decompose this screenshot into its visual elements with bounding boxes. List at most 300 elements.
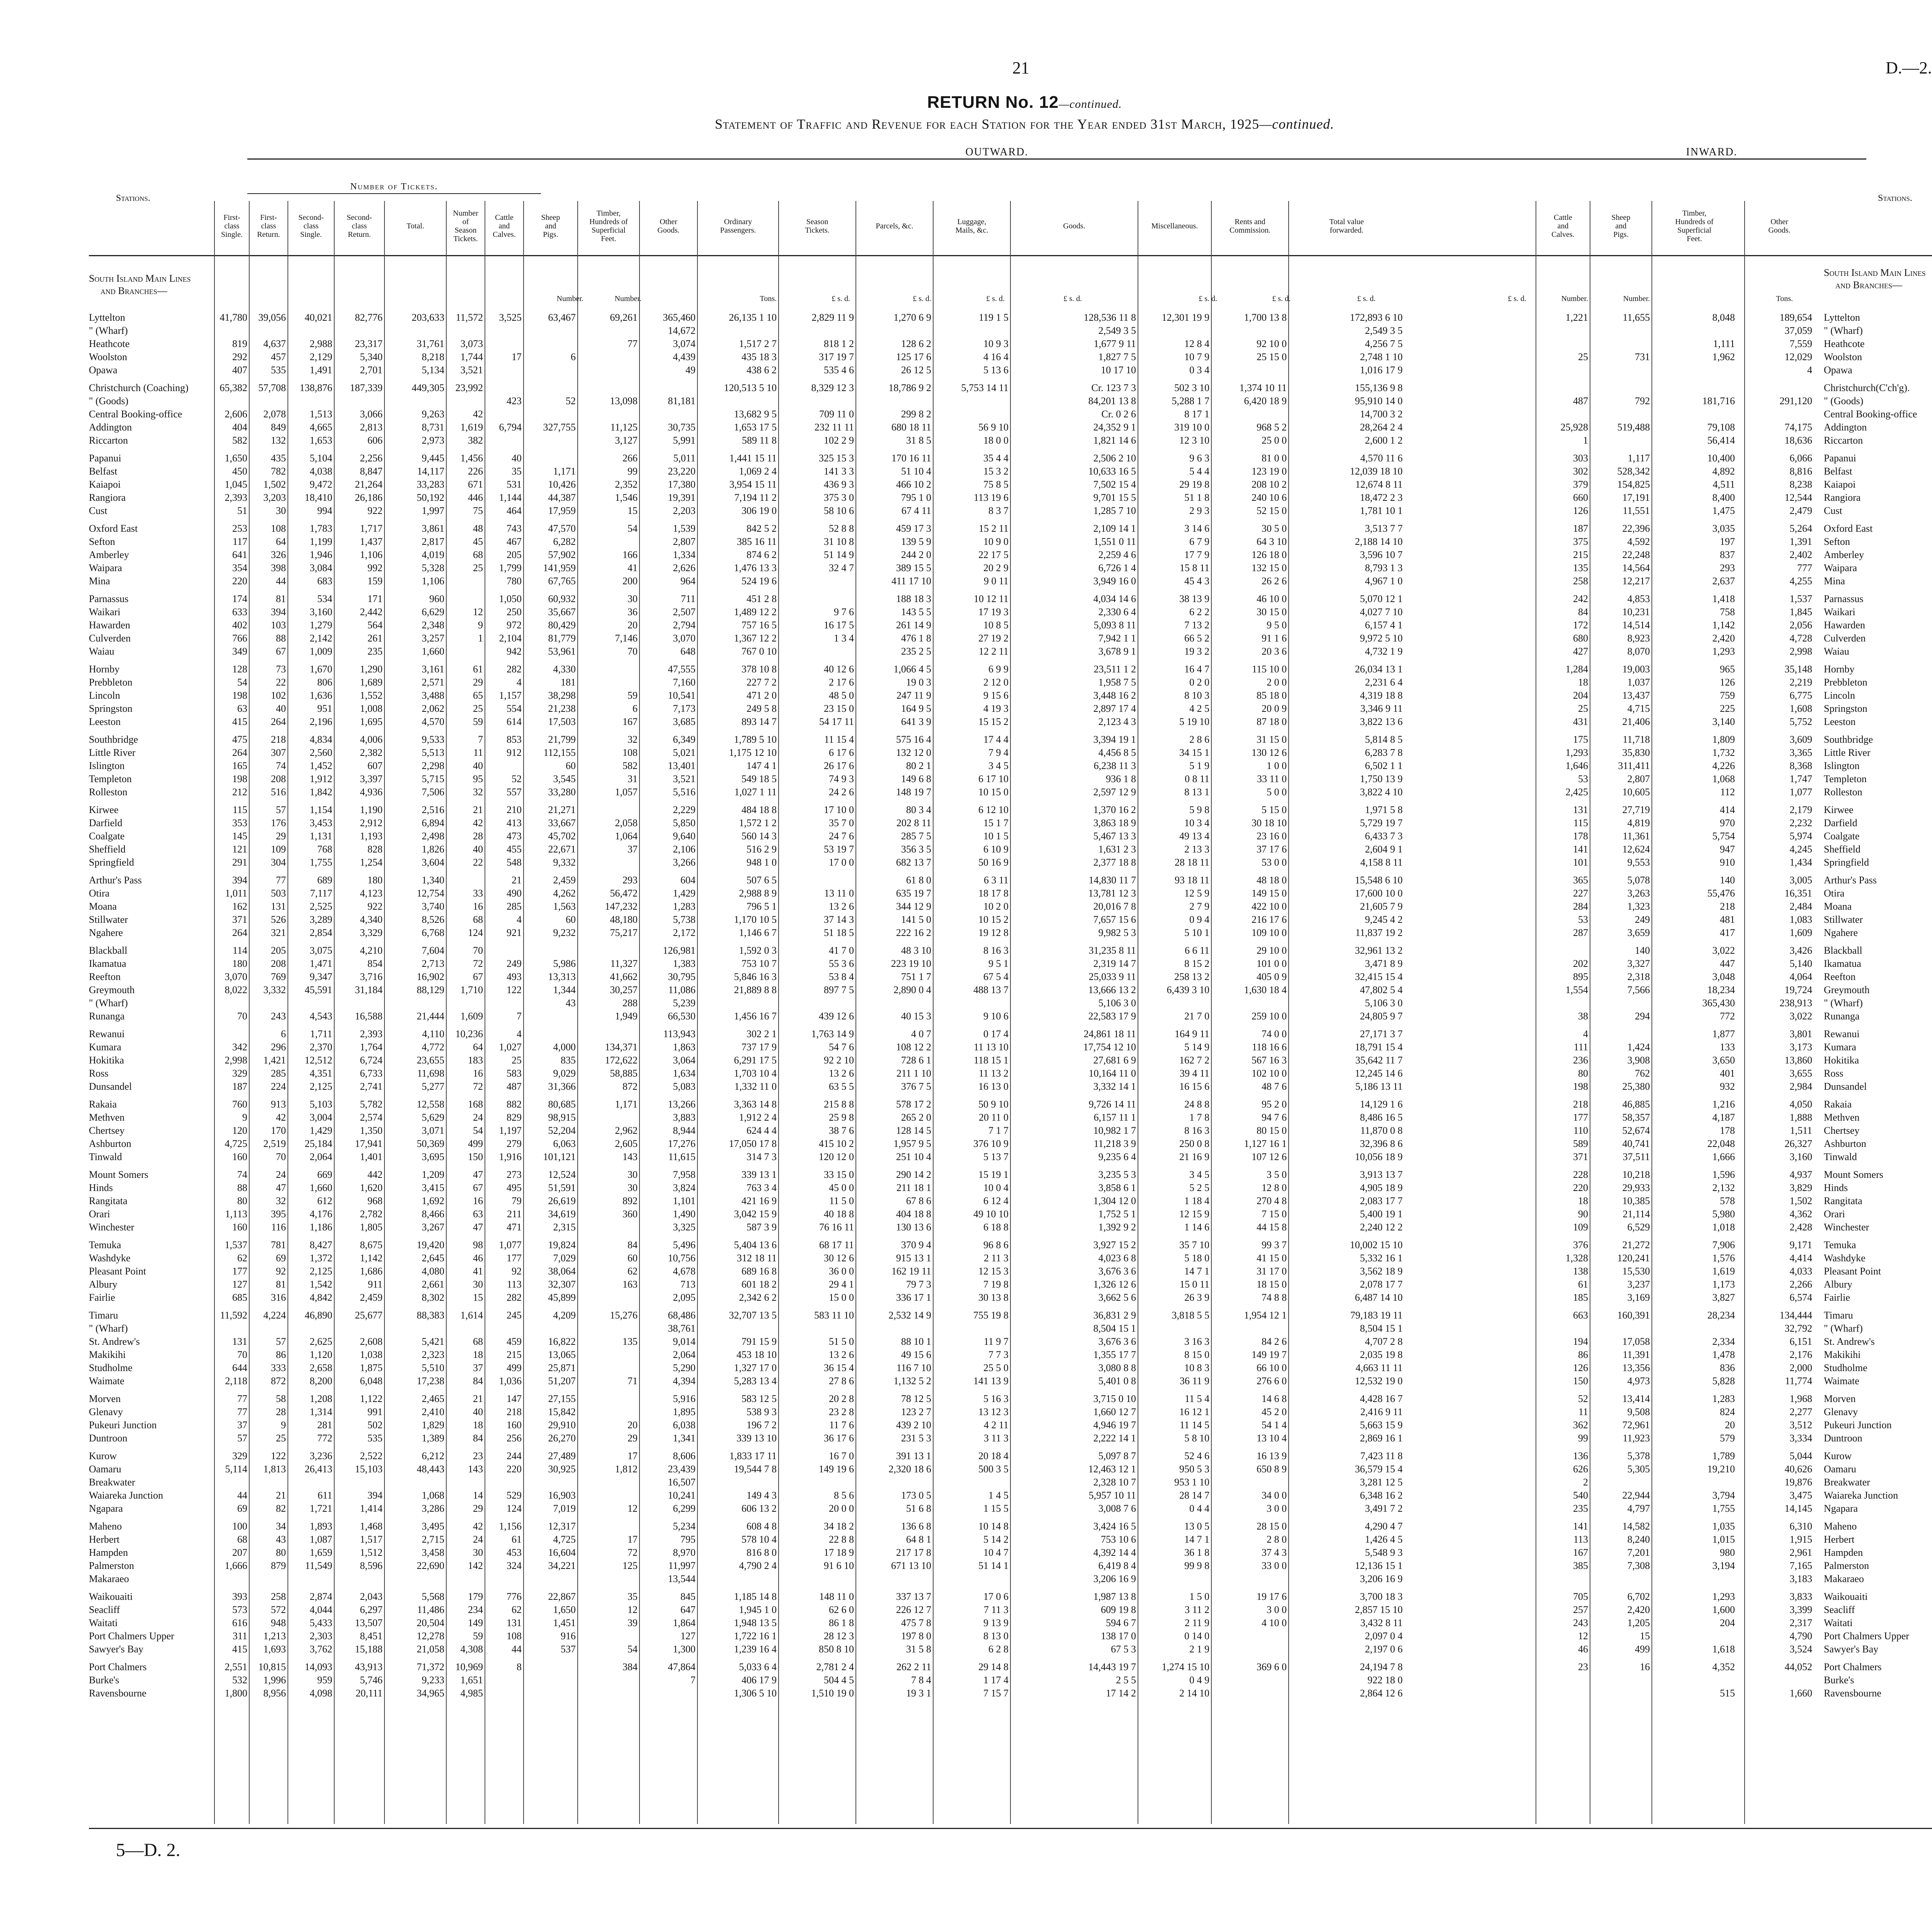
cell-col-16: 2 8 6 [1189, 734, 1209, 745]
cell-col-10: 47,864 [668, 1661, 696, 1672]
cell-col-12: 317 19 7 [819, 351, 854, 362]
cell-col-7: 776 [507, 1591, 522, 1602]
cell-col-15: 9,235 6 4 [1098, 1151, 1136, 1162]
cell-col-12: 68 17 11 [819, 1239, 854, 1251]
cell-col-19: 204 [1573, 690, 1588, 701]
cell-col-5: 2,516 [422, 804, 444, 815]
cell-col-19: 25,928 [1560, 422, 1588, 433]
cell-col-10: 13,544 [668, 1573, 696, 1584]
cell-col-3: 4,098 [310, 1688, 332, 1699]
cell-col-20: 6,702 [1627, 1591, 1650, 1602]
cell-col-2: 57 [276, 1336, 286, 1347]
cell-col-19: 84 [1578, 606, 1588, 618]
cell-col-16: 12 5 9 [1184, 888, 1209, 899]
cell-col-19: 131 [1573, 804, 1588, 815]
cell-col-6: 226 [468, 466, 483, 477]
cell-col-4: 1,695 [360, 716, 383, 727]
cell-col-2: 258 [271, 1591, 286, 1602]
cell-col-1: 393 [232, 1591, 247, 1602]
cell-col-6: 59 [473, 1630, 483, 1642]
cell-col-8: 2,315 [553, 1222, 576, 1233]
cell-col-19: 46 [1578, 1644, 1588, 1655]
cell-col-4: 8,451 [360, 1630, 383, 1642]
cell-col-6: 72 [473, 958, 483, 969]
cell-col-14: 20 18 4 [978, 1450, 1009, 1462]
cell-col-22: 2,179 [1789, 804, 1812, 815]
cell-col-6: 67 [473, 971, 483, 982]
cell-col-13: 67 8 6 [906, 1195, 931, 1206]
cell-col-15: 13,781 12 3 [1088, 888, 1136, 899]
cell-col-15: 3,676 3 6 [1098, 1336, 1136, 1347]
cell-col-11: 516 2 9 [747, 844, 777, 855]
cell-col-2: 8,956 [263, 1688, 286, 1699]
cell-col-5: 2,571 [422, 677, 444, 688]
cell-col-4: 922 [367, 901, 383, 912]
cell-col-12: 40 12 6 [824, 664, 854, 675]
table-row [0, 561, 1932, 575]
cell-col-5: 16,902 [417, 971, 444, 982]
cell-col-18: 12,039 18 10 [1350, 466, 1403, 477]
cell-col-14: 7 19 8 [983, 1279, 1009, 1290]
cell-col-22: 12,544 [1784, 492, 1812, 503]
cell-col-17: 240 10 6 [1252, 492, 1287, 503]
cell-col-14: 6 18 8 [983, 1222, 1009, 1233]
station-name-right: Fairlie [1824, 1292, 1850, 1303]
cell-col-19: 365 [1573, 875, 1588, 886]
cell-col-4: 235 [367, 646, 383, 657]
cell-col-22: 2,277 [1789, 1406, 1812, 1417]
cell-col-14: 10 9 3 [983, 338, 1009, 349]
cell-col-5: 33,283 [417, 479, 444, 490]
cell-col-1: 212 [232, 786, 247, 798]
cell-col-7: 471 [507, 1222, 522, 1233]
cell-col-8: 9,332 [553, 857, 576, 868]
table-row [0, 478, 1932, 491]
cell-col-18: 5,332 16 1 [1360, 1252, 1403, 1264]
cell-col-12: 63 5 5 [829, 1081, 854, 1092]
cell-col-5: 1,209 [422, 1169, 444, 1180]
cell-col-18: 12,532 19 0 [1355, 1375, 1403, 1387]
cell-col-8: 63,467 [548, 312, 576, 323]
cell-col-3: 1,471 [310, 958, 332, 969]
cell-col-3: 2,196 [310, 716, 332, 727]
cell-col-12: 23 15 0 [824, 703, 854, 714]
cell-col-17: 14 6 8 [1262, 1393, 1287, 1404]
cell-col-8: 1,563 [553, 901, 576, 912]
cell-col-22: 1,537 [1789, 593, 1812, 604]
cell-col-21: 1,732 [1712, 747, 1735, 758]
cell-col-1: 51 [237, 505, 247, 516]
cell-col-3: 2,125 [310, 1081, 332, 1092]
cell-col-4: 991 [367, 1406, 383, 1417]
cell-col-13: 136 6 8 [901, 1521, 931, 1532]
cell-col-12: 818 1 2 [824, 338, 854, 349]
cell-col-10: 17,380 [668, 479, 696, 490]
column-header-9: Timber, Hundreds of Superficial Feet. [589, 209, 628, 243]
cell-col-5: 1,068 [422, 1490, 444, 1501]
cell-col-3: 1,755 [310, 857, 332, 868]
cell-col-9: 71 [628, 1375, 638, 1387]
cell-col-10: 795 [680, 1534, 696, 1545]
table-row [0, 1572, 1932, 1586]
cell-col-16: 2 14 10 [1179, 1688, 1209, 1699]
cell-col-7: 829 [507, 1112, 522, 1123]
station-name-right: Breakwater [1824, 1477, 1870, 1488]
page-number: 21 [1012, 58, 1029, 77]
cell-col-3: 1,154 [310, 804, 332, 815]
cell-col-21: 932 [1720, 1081, 1735, 1092]
cell-col-20: 140 [1635, 945, 1650, 956]
table-row [0, 1559, 1932, 1572]
cell-col-22: 5,044 [1789, 1450, 1812, 1462]
cell-col-14: 3 4 5 [988, 760, 1009, 771]
cell-col-2: 80 [276, 1547, 286, 1558]
cell-col-22: 6,151 [1789, 1336, 1812, 1347]
cell-col-10: 10,541 [668, 690, 696, 701]
table-row [0, 733, 1932, 746]
cell-col-17: 270 4 8 [1257, 1195, 1287, 1206]
cell-col-21: 140 [1720, 875, 1735, 886]
cell-col-5: 2,713 [422, 958, 444, 969]
cell-col-7: 912 [507, 747, 522, 758]
station-name: Mount Somers [89, 1169, 148, 1180]
cell-col-14: 376 10 9 [973, 1138, 1009, 1149]
cell-col-2: 782 [271, 466, 286, 477]
table-row [0, 1661, 1932, 1674]
cell-col-4: 1,350 [360, 1125, 383, 1136]
cell-col-7: 92 [512, 1266, 522, 1277]
cell-col-15: 2,330 6 4 [1098, 606, 1136, 618]
cell-col-2: 872 [271, 1375, 286, 1387]
cell-col-18: 5,400 19 1 [1360, 1208, 1403, 1220]
cell-col-15: 1,551 0 11 [1094, 536, 1136, 547]
cell-col-7: 614 [507, 716, 522, 727]
cell-col-10: 81,181 [668, 395, 696, 407]
cell-col-17: 1,954 12 1 [1244, 1310, 1287, 1321]
station-name: Mina [89, 575, 110, 587]
cell-col-1: 582 [232, 435, 247, 446]
station-name-right: Little River [1824, 747, 1871, 758]
cell-col-2: 224 [271, 1081, 286, 1092]
station-name: Port Chalmers Upper [89, 1630, 174, 1642]
cell-col-10: 4,394 [673, 1375, 696, 1387]
station-name-right: Moana [1824, 901, 1852, 912]
station-name: Darfield [89, 817, 122, 829]
cell-col-18: 3,596 10 7 [1360, 549, 1403, 560]
cell-col-18: 32,396 8 6 [1360, 1138, 1403, 1149]
cell-col-21: 181,716 [1702, 395, 1735, 407]
cell-col-7: 557 [507, 786, 522, 798]
cell-col-8: 4,725 [553, 1534, 576, 1545]
station-name-right: Mina [1824, 575, 1845, 587]
cell-col-15: 2,259 4 6 [1098, 549, 1136, 560]
cell-col-22: 1,502 [1789, 1195, 1812, 1206]
cell-col-19: 1,646 [1565, 760, 1588, 771]
cell-col-5: 5,715 [422, 773, 444, 784]
station-name-right: Greymouth [1824, 984, 1870, 995]
cell-col-6: 72 [473, 1081, 483, 1092]
cell-col-16: 5 14 9 [1184, 1041, 1209, 1053]
cell-col-12: 2 17 6 [829, 677, 854, 688]
cell-col-3: 1,314 [310, 1406, 332, 1417]
cell-col-5: 2,715 [422, 1534, 444, 1545]
station-name-right: Makaraeo [1824, 1573, 1864, 1584]
cell-col-17: 1,127 16 1 [1244, 1138, 1287, 1149]
cell-col-22: 14,145 [1784, 1503, 1812, 1514]
cell-col-11: 306 19 0 [742, 505, 777, 516]
cell-col-3: 14,093 [304, 1661, 332, 1672]
cell-col-22: 5,752 [1789, 716, 1812, 727]
cell-col-16: 2 13 3 [1184, 844, 1209, 855]
cell-col-7: 1,156 [499, 1521, 522, 1532]
cell-col-16: 6,439 3 10 [1167, 984, 1209, 995]
cell-col-9: 30 [628, 1182, 638, 1193]
cell-col-2: 503 [271, 888, 286, 899]
cell-col-1: 407 [232, 364, 247, 376]
cell-col-3: 1,131 [310, 830, 332, 842]
cell-col-7: 124 [507, 1503, 522, 1514]
cell-col-3: 1,659 [310, 1547, 332, 1558]
cell-col-14: 6 3 11 [983, 875, 1009, 886]
cell-col-1: 402 [232, 619, 247, 631]
cell-col-1: 77 [237, 1393, 247, 1404]
cell-col-1: 120 [232, 1125, 247, 1136]
cell-col-22: 2,961 [1789, 1547, 1812, 1558]
table-row [0, 1239, 1932, 1252]
cell-col-3: 1,186 [310, 1222, 332, 1233]
cell-col-17: 109 10 0 [1252, 927, 1287, 938]
cell-col-13: 7 8 4 [911, 1674, 931, 1686]
cell-col-8: 21,799 [548, 734, 576, 745]
cell-col-13: 2,532 14 9 [888, 1310, 931, 1321]
table-row [0, 364, 1932, 377]
cell-col-18: 8,504 15 1 [1360, 1323, 1403, 1334]
cell-col-11: 874 6 2 [747, 549, 777, 560]
cell-col-5: 6,768 [422, 927, 444, 938]
cell-col-19: 111 [1573, 1041, 1588, 1053]
cell-col-2: 304 [271, 857, 286, 868]
section-heading: South Island Main Lines and Branches— [89, 273, 191, 296]
cell-col-2: 208 [271, 958, 286, 969]
table-row [0, 592, 1932, 606]
cell-col-4: 1,517 [360, 1534, 383, 1545]
cell-col-10: 2,064 [673, 1349, 696, 1360]
cell-col-10: 1,383 [673, 958, 696, 969]
cell-col-12: 8 5 6 [834, 1490, 854, 1501]
cell-col-14: 50 16 9 [978, 857, 1009, 868]
cell-col-20: 35,830 [1622, 747, 1650, 758]
cell-col-13: 1,270 6 9 [893, 312, 931, 323]
unit-lsd-goods: £ s. d. [1199, 294, 1217, 303]
cell-col-13: 26 12 5 [901, 364, 931, 376]
station-name-right: Sawyer's Bay [1824, 1644, 1879, 1655]
cell-col-3: 3,084 [310, 562, 332, 573]
cell-col-3: 7,117 [310, 888, 332, 899]
cell-col-14: 16 13 0 [978, 1081, 1009, 1092]
cell-col-12: 28 12 3 [824, 1630, 854, 1642]
cell-col-19: 236 [1573, 1055, 1588, 1066]
table-row [0, 1080, 1932, 1093]
cell-col-14: 2 12 0 [983, 677, 1009, 688]
cell-col-13: 391 13 1 [896, 1450, 931, 1462]
cell-col-11: 601 18 2 [742, 1279, 777, 1290]
cell-col-19: 284 [1573, 901, 1588, 912]
cell-col-17: 107 12 6 [1252, 1151, 1287, 1162]
cell-col-21: 178 [1720, 1125, 1735, 1136]
cell-col-20: 4,853 [1627, 593, 1650, 604]
cell-col-6: 1,614 [460, 1310, 483, 1321]
unit-lsd-parcels: £ s. d. [986, 294, 1005, 303]
cell-col-8: 51,207 [548, 1375, 576, 1387]
cell-col-15: 1,392 9 2 [1098, 1222, 1136, 1233]
cell-col-1: 220 [232, 575, 247, 587]
cell-col-13: 2,890 0 4 [893, 984, 931, 995]
station-name: Hokitika [89, 1055, 124, 1066]
cell-col-19: 99 [1578, 1433, 1588, 1444]
cell-col-3: 18,410 [304, 492, 332, 503]
cell-col-9: 77 [628, 338, 638, 349]
cell-col-14: 17 0 6 [983, 1591, 1009, 1602]
cell-col-18: 18,472 2 3 [1360, 492, 1403, 503]
cell-col-16: 8 10 3 [1184, 690, 1209, 701]
cell-col-18: 26,034 13 1 [1355, 664, 1403, 675]
cell-col-20: 52,674 [1622, 1125, 1650, 1136]
cell-col-21: 947 [1720, 844, 1735, 855]
cell-col-10: 3,685 [673, 716, 696, 727]
cell-col-22: 3,399 [1789, 1604, 1812, 1615]
cell-col-3: 3,762 [310, 1644, 332, 1655]
cell-col-2: 4,637 [263, 338, 286, 349]
cell-col-19: 2 [1583, 1477, 1588, 1488]
cell-col-17: 216 17 6 [1252, 914, 1287, 925]
cell-col-11: 1,367 12 2 [734, 633, 777, 644]
cell-col-5: 3,161 [422, 664, 444, 675]
station-name: Port Chalmers [89, 1661, 147, 1672]
cell-col-9: 11,125 [610, 422, 638, 433]
unit-number-cattle: Number. [556, 294, 583, 303]
cell-col-6: 45 [473, 536, 483, 547]
cell-col-15: 17,754 12 10 [1083, 1041, 1136, 1053]
cell-col-15: 2,222 14 1 [1093, 1433, 1136, 1444]
cell-col-4: 2,043 [360, 1591, 383, 1602]
cell-col-4: 17,941 [355, 1138, 383, 1149]
cell-col-14: 1 17 4 [983, 1674, 1009, 1686]
cell-col-12: 20 2 8 [829, 1393, 854, 1404]
cell-col-11: 3,363 14 8 [734, 1099, 777, 1110]
cell-col-8: 51,591 [548, 1182, 576, 1193]
cell-col-19: 136 [1573, 1450, 1588, 1462]
cell-col-7: 882 [507, 1099, 522, 1110]
cell-col-3: 1,429 [310, 1125, 332, 1136]
cell-col-14: 9 5 1 [988, 958, 1009, 969]
cell-col-10: 5,290 [673, 1362, 696, 1373]
cell-col-18: 6,348 16 2 [1360, 1490, 1403, 1501]
station-name-right: Kirwee [1824, 804, 1854, 815]
cell-col-20: 5,078 [1627, 875, 1650, 886]
cell-col-1: 404 [232, 422, 247, 433]
station-name-right: Dunsandel [1824, 1081, 1867, 1092]
cell-col-20: 9,508 [1627, 1406, 1650, 1417]
cell-col-10: 964 [680, 575, 696, 587]
cell-col-21: 1,877 [1712, 1028, 1735, 1040]
cell-col-14: 51 14 1 [978, 1560, 1009, 1571]
cell-col-12: 54 17 11 [819, 716, 854, 727]
station-name: Maheno [89, 1521, 122, 1532]
cell-col-10: 5,991 [673, 435, 696, 446]
cell-col-2: 913 [271, 1099, 286, 1110]
cell-col-22: 44,052 [1784, 1661, 1812, 1672]
cell-col-9: 2,058 [615, 817, 638, 829]
cell-col-21: 836 [1720, 1362, 1735, 1373]
cell-col-4: 23,317 [355, 338, 383, 349]
cell-col-2: 30 [276, 505, 286, 516]
cell-col-14: 17 19 3 [978, 606, 1009, 618]
cell-col-14: 30 13 8 [978, 1292, 1009, 1303]
cell-col-19: 1,328 [1565, 1252, 1588, 1264]
cell-col-18: 14,700 3 2 [1360, 408, 1403, 420]
cell-col-12: 37 14 3 [824, 914, 854, 925]
cell-col-17: 20 0 9 [1262, 703, 1287, 714]
cell-col-19: 540 [1573, 1490, 1588, 1501]
station-name-right: Winchester [1824, 1222, 1869, 1233]
cell-col-22: 74,175 [1784, 422, 1812, 433]
header-middle-rule [247, 193, 541, 194]
cell-col-20: 25,380 [1622, 1081, 1650, 1092]
cell-col-6: 64 [473, 1041, 483, 1053]
cell-col-8: 25,871 [548, 1362, 576, 1373]
cell-col-13: 336 17 1 [896, 1292, 931, 1303]
station-name-right: Timaru [1824, 1310, 1853, 1321]
cell-col-1: 1,666 [224, 1560, 247, 1571]
cell-col-18: 10,002 15 10 [1350, 1239, 1403, 1251]
cell-col-10: 1,429 [673, 888, 696, 899]
station-name: St. Andrew's [89, 1336, 140, 1347]
cell-col-8: 1,650 [553, 1604, 576, 1615]
cell-col-17: 84 2 6 [1262, 1336, 1287, 1347]
cell-col-13: 130 13 6 [896, 1222, 931, 1233]
cell-col-16: 12,301 19 9 [1162, 312, 1209, 323]
cell-col-7: 279 [507, 1138, 522, 1149]
station-name-right: Hampden [1824, 1547, 1863, 1558]
cell-col-13: 261 14 9 [896, 619, 931, 631]
cell-col-8: 141,959 [543, 562, 576, 573]
cell-col-7: 285 [507, 901, 522, 912]
cell-col-4: 1,290 [360, 664, 383, 675]
cell-col-11: 549 18 5 [742, 773, 777, 784]
cell-col-22: 291,120 [1779, 395, 1812, 407]
cell-col-21: 204 [1720, 1617, 1735, 1628]
cell-col-7: 215 [507, 1349, 522, 1360]
cell-col-6: 1 [478, 633, 483, 644]
cell-col-22: 8,368 [1789, 760, 1812, 771]
cell-col-1: 180 [232, 958, 247, 969]
station-name-right: Waiareka Junction [1824, 1490, 1898, 1501]
cell-col-18: 1,426 4 5 [1365, 1534, 1403, 1545]
cell-col-11: 147 4 1 [747, 760, 777, 771]
cell-col-22: 3,609 [1789, 734, 1812, 745]
cell-col-19: 126 [1573, 1362, 1588, 1373]
cell-col-4: 1,620 [360, 1182, 383, 1193]
cell-col-17: 33 11 0 [1257, 773, 1287, 784]
cell-col-18: 6,157 4 1 [1365, 619, 1403, 631]
cell-col-5: 3,695 [422, 1151, 444, 1162]
cell-col-3: 4,351 [310, 1068, 332, 1079]
cell-col-13: 173 0 5 [901, 1490, 931, 1501]
cell-col-6: 10,236 [455, 1028, 483, 1040]
cell-col-21: 1,600 [1712, 1604, 1735, 1615]
cell-col-17: 30 15 0 [1257, 606, 1287, 618]
cell-col-10: 11,997 [668, 1560, 696, 1571]
